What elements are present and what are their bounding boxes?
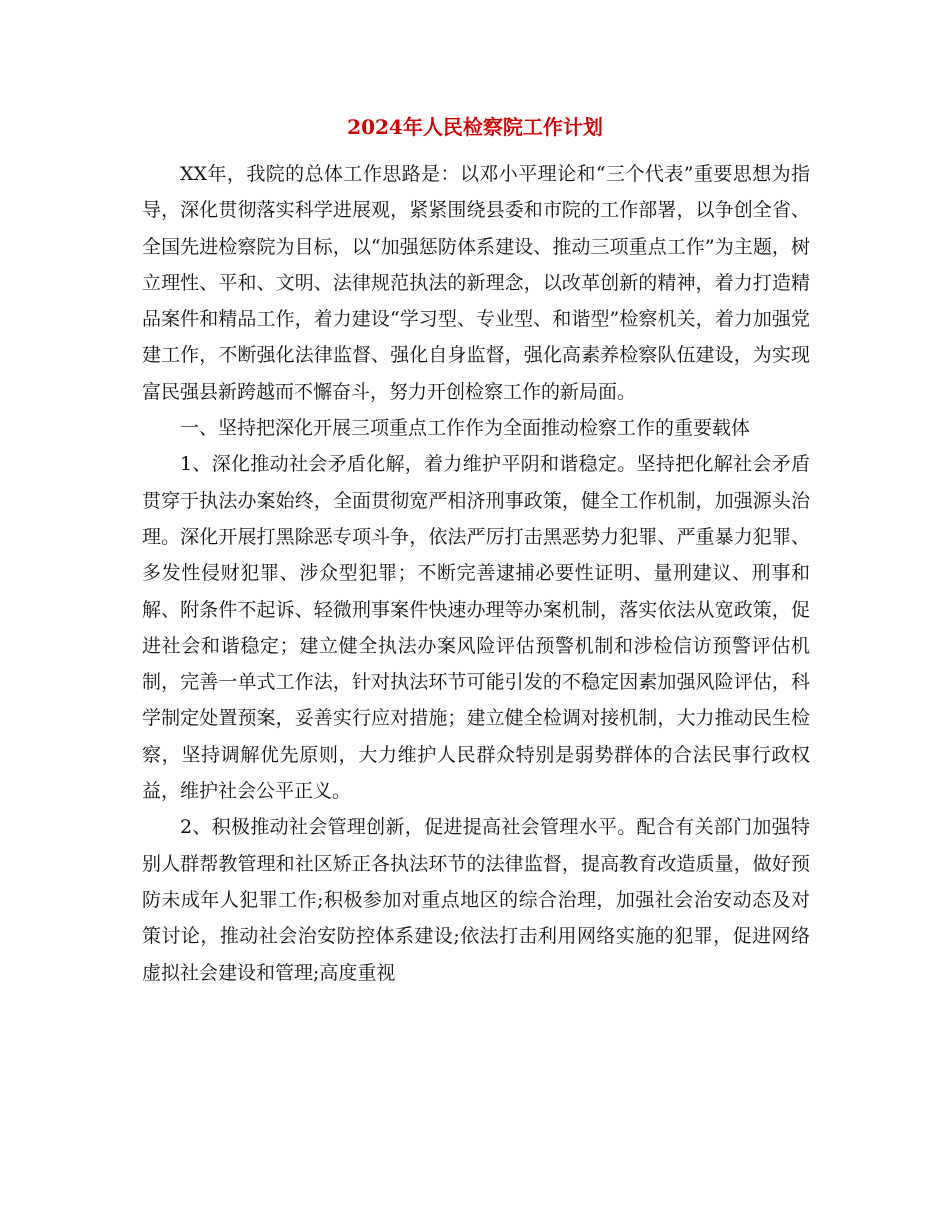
paragraph: 1、深化推动社会矛盾化解，着力维护平阴和谐稳定。坚持把化解社会矛盾贯穿于执法办案始终，全面贯彻宽严相济刑事政策，健全工作机制，加强源头治理。深化开展打黑除恶专项斗争，依法严厉打击黑恶势力犯罪、严重暴力犯罪、多发性侵财犯罪、涉众型犯罪；不断完善逮捕必要性证明、量刑建议、刑事和解、附条件不起诉、轻微刑事案件快速办理等办案机制，落实依法从宽政策，促进社会和谐稳定；建立健全执法办案风险评估预警机制和涉检信访预警评估机制，完善一单式工作法，针对执法环节可能引发的不稳定因素加强风险评估，科学制定处置预案，妥善实行应对措施；建立健全检调对接机制，大力推动民生检察，坚持调解优先原则，大力维护人民群众特别是弱势群体的合法民事行政权益，维护社会公平正义。 (142, 453, 810, 803)
document-body (142, 156, 810, 991)
paragraph: 一、坚持把深化开展三项重点工作作为全面推动检察工作的重要载体 (180, 417, 751, 440)
paragraph: 2、积极推动社会管理创新，促进提高社会管理水平。配合有关部门加强特别人群帮教管理和社区矫正各执法环节的法律监督，提高教育改造质量，做好预防未成年人犯罪工作;积极参加对重点地区的综合治理，加强社会治安动态及对策讨论，推动社会治安防控体系建设;依法打击利用网络实施的犯罪，促进网络虚拟社会建设和管理;高度重视 (142, 816, 810, 984)
document-title: 2024年人民检察院工作计划 (347, 115, 603, 139)
paragraph: XX年，我院的总体工作思路是：以邓小平理论和“三个代表”重要思想为指导，深化贯彻落实科学进展观，紧紧围绕县委和市院的工作部署，以争创全省、全国先进检察院为目标，以“加强惩防体系建设、推动三项重点工作”为主题，树立理性、平和、文明、法律规范执法的新理念，以改革创新的精神，着力打造精品案件和精品工作，着力建设“学习型、专业型、和谐型”检察机关，着力加强党建工作，不断强化法律监督、强化自身监督，强化高素养检察队伍建设，为实现富民强县新跨越而不懈奋斗，努力开创检察工作的新局面。 (142, 163, 810, 403)
